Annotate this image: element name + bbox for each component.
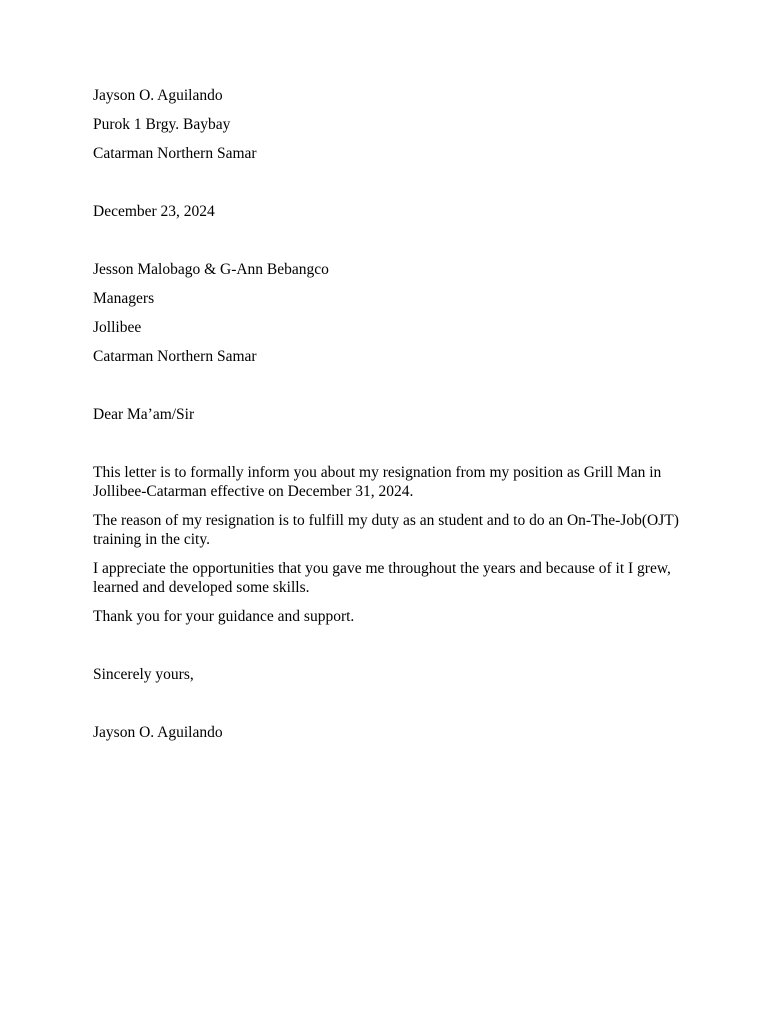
sender-address-line1: Purok 1 Brgy. Baybay xyxy=(93,116,231,133)
spacer xyxy=(93,636,683,665)
letter-page xyxy=(93,86,683,752)
sender-address-line2: Catarman Northern Samar xyxy=(93,145,257,162)
recipient-title: Managers xyxy=(93,290,155,307)
recipient-block xyxy=(93,260,683,366)
salutation: Dear Ma’am/Sir xyxy=(93,406,195,423)
letter-body xyxy=(93,463,683,626)
body-paragraph: I appreciate the opportunities that you gave me throughout the years and because of it I grew, learned and developed some skills. xyxy=(93,560,671,596)
body-paragraph: Thank you for your guidance and support. xyxy=(93,608,355,625)
body-paragraph: The reason of my resignation is to fulfill my duty as an student and to do an On-The-Job(OJT) training in the city. xyxy=(93,512,679,548)
spacer xyxy=(93,694,683,723)
sender-name: Jayson O. Aguilando xyxy=(93,87,223,104)
recipient-address: Catarman Northern Samar xyxy=(93,348,257,365)
spacer xyxy=(93,376,683,405)
sender-block xyxy=(93,86,683,163)
recipient-names: Jesson Malobago & G-Ann Bebangco xyxy=(93,261,329,278)
body-paragraph: This letter is to formally inform you about my resignation from my position as Grill Man in Jollibee-Catarman effective on December 31, 2024. xyxy=(93,464,662,500)
letter-date: December 23, 2024 xyxy=(93,203,215,220)
spacer xyxy=(93,231,683,260)
signature-name: Jayson O. Aguilando xyxy=(93,724,223,741)
recipient-company: Jollibee xyxy=(93,319,142,336)
closing: Sincerely yours, xyxy=(93,666,194,683)
spacer xyxy=(93,434,683,463)
spacer xyxy=(93,173,683,202)
